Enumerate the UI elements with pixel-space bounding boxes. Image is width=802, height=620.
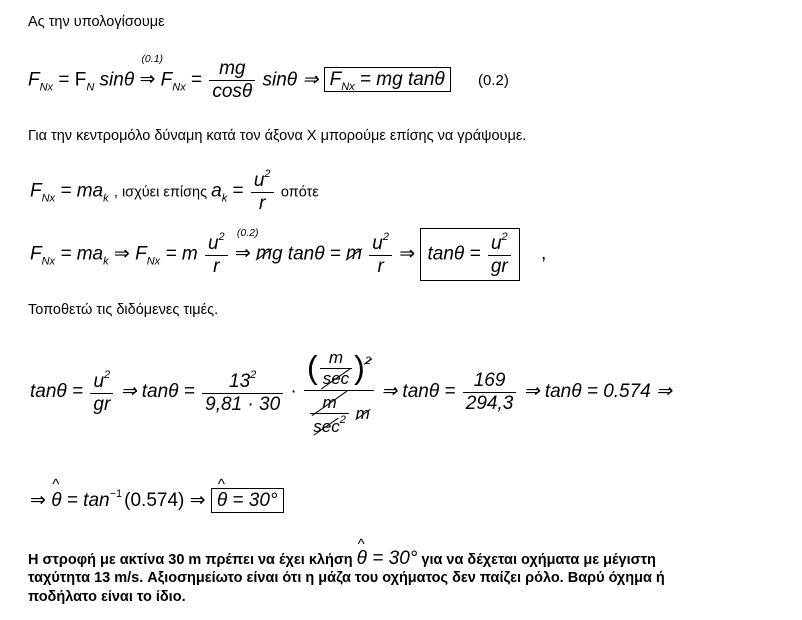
boxed-result-3: ^ θ = 30°: [211, 488, 284, 513]
conclusion-line-2: ταχύτητα 13 m/s. Αξιοσημείωτο είναι ότι η μάζα του οχήματος δεν παίζει ρόλο. Βαρύ όχημα ή: [28, 570, 665, 586]
boxed-result-2: tanθ = $\frac{u^2}{gr}$: [420, 228, 519, 281]
equation-2: $F_{Nx} = ma_k$ , ισχύει επίσης $a_k$ = $\frac{u^2}{r}$ οπότε: [30, 168, 319, 214]
centripetal-text: Για την κεντρομόλο δύναμη κατά τον άξονα Χ μπορούμε επίσης να γράψουμε.: [28, 128, 527, 144]
equation-4: tanθ = $\frac{u^2}{gr}$ ⇒ tanθ = $\frac{13^2}{9,81 \cdot 30}$ · ( $\frac{m}{\sec}$ )$^2$ $\frac{m}{\sec^2}$ m ⇒ tanθ = $\frac{169}{294,3}$ ⇒ tanθ = 0.574 ⇒: [30, 348, 672, 436]
values-text: Τοποθετώ τις διδόμενες τιμές.: [28, 302, 219, 318]
boxed-result-1: $F_{Nx}$ = mg tanθ: [324, 67, 451, 92]
equation-5: ⇒ ^ $\theta = \tan^{-1} (0.574)$ ⇒ ^ θ = 30°: [30, 488, 284, 512]
equation-3: $F_{Nx} = ma_k$ ⇒ $F_{Nx} = m$ $\frac{u^2}{r}$ (0.2) ⇒ mg tanθ = m $\frac{u^2}{r}$ ⇒ tanθ = $\frac{u^2}{gr}$ ,: [30, 228, 546, 281]
intro-text: Ας την υπολογίσουμε: [28, 14, 165, 30]
conclusion-line-3: ποδήλατο είναι το ίδιο.: [28, 589, 186, 605]
units-fraction: ( $\frac{m}{\sec}$ )$^2$ $\frac{m}{\sec^2}$ m: [304, 348, 374, 436]
conclusion-line-1: Η στροφή με ακτίνα 30 m πρέπει να έχει κλήση ^ θ = 30° για να δέχεται οχήματα με μέγιστη: [28, 549, 656, 570]
equation-1: $F_{Nx} = F_N$ sinθ (0.1) ⇒ $F_{Nx}$ = $\frac{mg}{\cos\theta}$ sinθ ⇒ $F_{Nx}$ = mg tanθ (0.2): [28, 53, 509, 102]
